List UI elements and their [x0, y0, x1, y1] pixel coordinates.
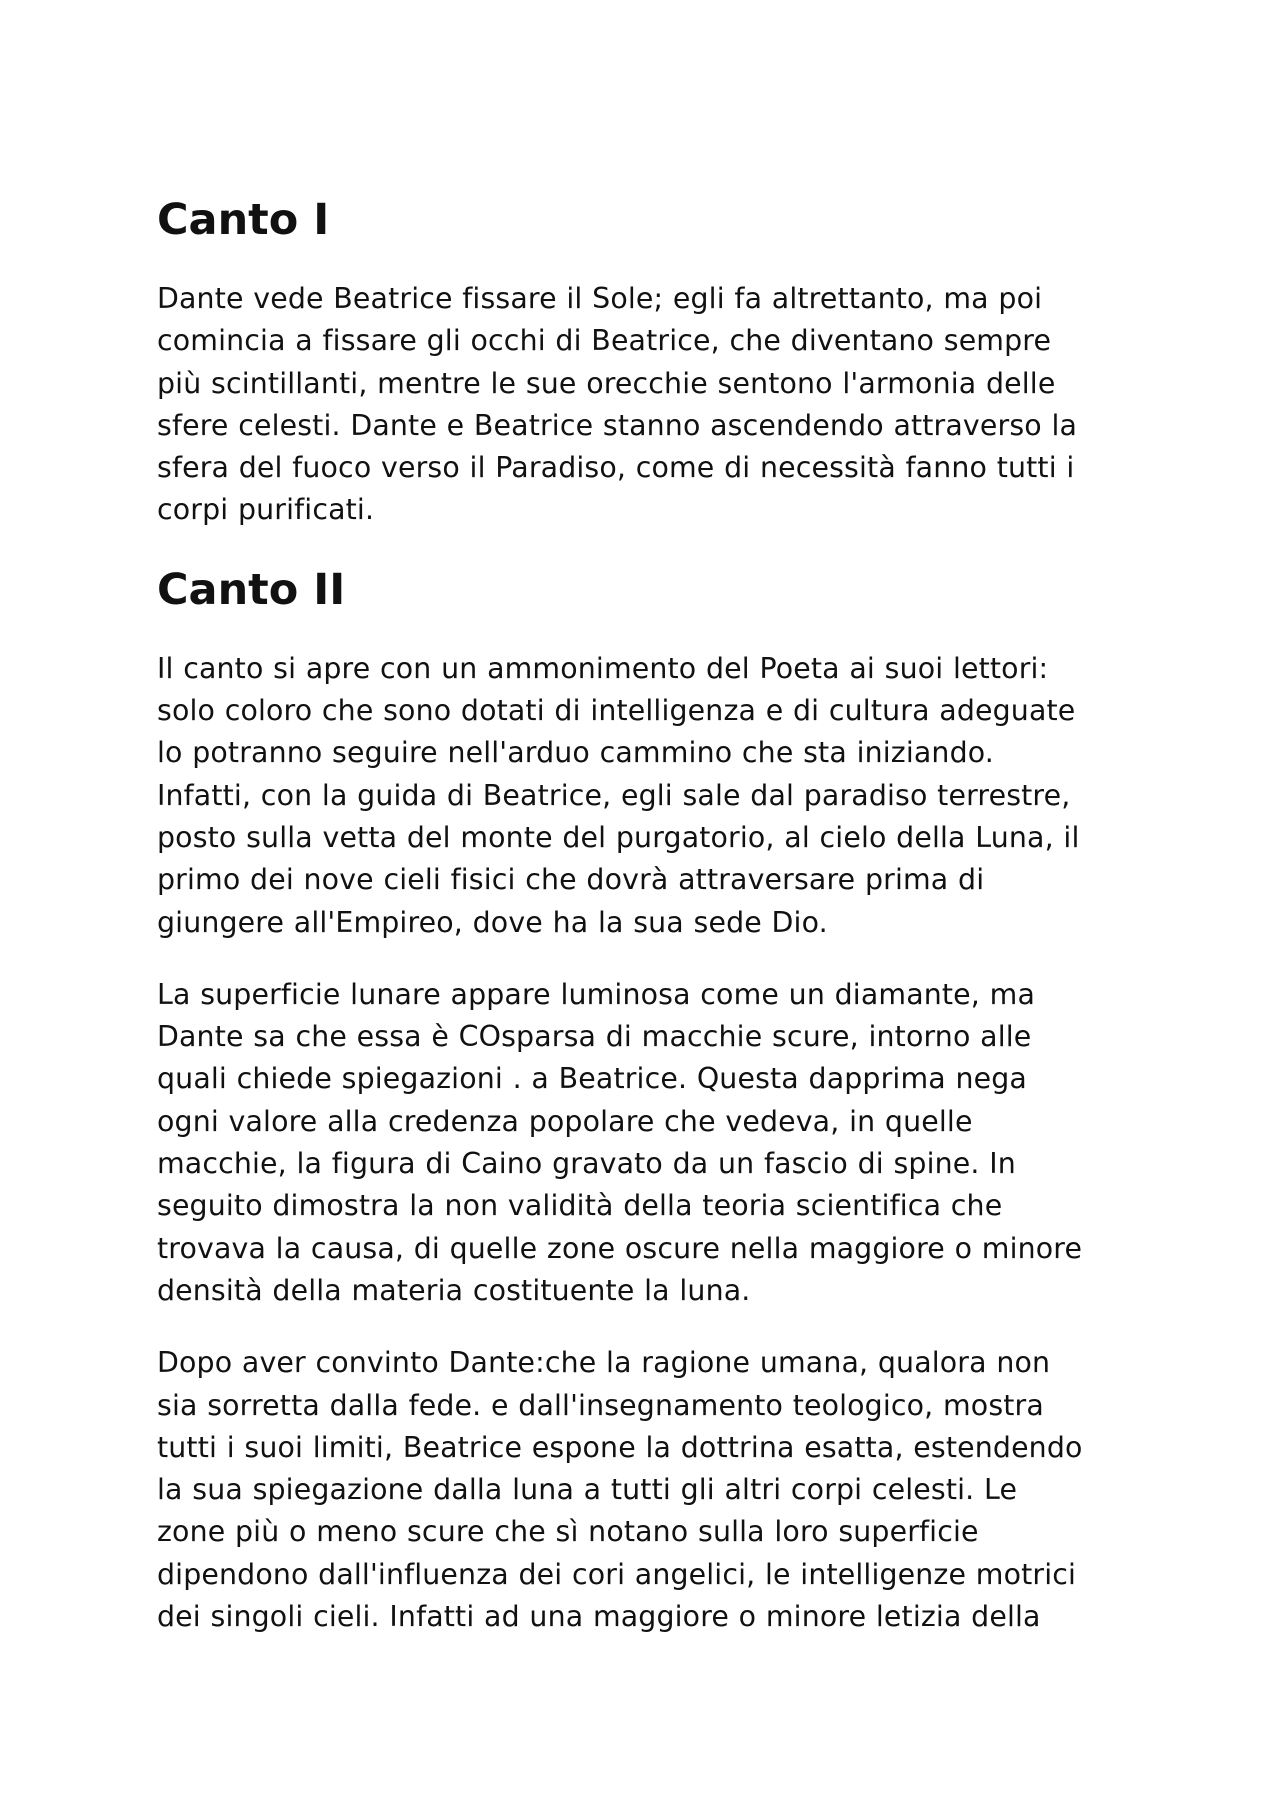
section-paragraph: Dopo aver convinto Dante:che la ragione umana, qualora non sia sorretta dalla fede. e dall'insegnamento teologico, mostra tutti i suoi limiti, Beatrice espone la dottrina esatta, estendendo la sua spiegazione dalla luna a tutti gli altri corpi celesti. Le zone più o meno scure che sì notano sulla loro superficie dipendono dall'influenza dei cori angelici, le intelligenze motrici dei singoli cieli. Infatti ad una maggiore o minore letizia della	[157, 1346, 1083, 1634]
canto-section	[157, 190, 1157, 532]
section-heading: Canto I	[157, 195, 330, 245]
document-page	[157, 190, 1157, 1638]
section-paragraph: Il canto si apre con un ammonimento del Poeta ai suoi lettori: solo coloro che sono dotati di intelligenza e di cultura adeguate lo potranno seguire nell'arduo cammino che sta iniziando. Infatti, con la guida di Beatrice, egli sale dal paradiso terrestre, posto sulla vetta del monte del purgatorio, al cielo della Luna, il primo dei nove cieli fisici che dovrà attraversare prima di giungere all'Empireo, dove ha la sua sede Dio.	[157, 651, 1080, 939]
canto-section	[157, 560, 1157, 1639]
section-paragraph: Dante vede Beatrice fissare il Sole; egli fa altrettanto, ma poi comincia a fissare gli occhi di Beatrice, che diventano sempre più scintillanti, mentre le sue orecchie sentono l'armonia delle sfere celesti. Dante e Beatrice stanno ascendendo attraverso la sfera del fuoco verso il Paradiso, come di necessità fanno tutti i corpi purificati.	[157, 282, 1078, 527]
section-paragraph: La superficie lunare appare luminosa come un diamante, ma Dante sa che essa è COsparsa di macchie scure, intorno alle quali chiede spiegazioni . a Beatrice. Questa dapprima nega ogni valore alla credenza popolare che vedeva, in quelle macchie, la figura di Caino gravato da un fascio di spine. In seguito dimostra la non validità della teoria scientifica che trovava la causa, di quelle zone oscure nella maggiore o minore densità della materia costituente la luna.	[157, 977, 1083, 1307]
section-heading: Canto II	[157, 564, 346, 615]
